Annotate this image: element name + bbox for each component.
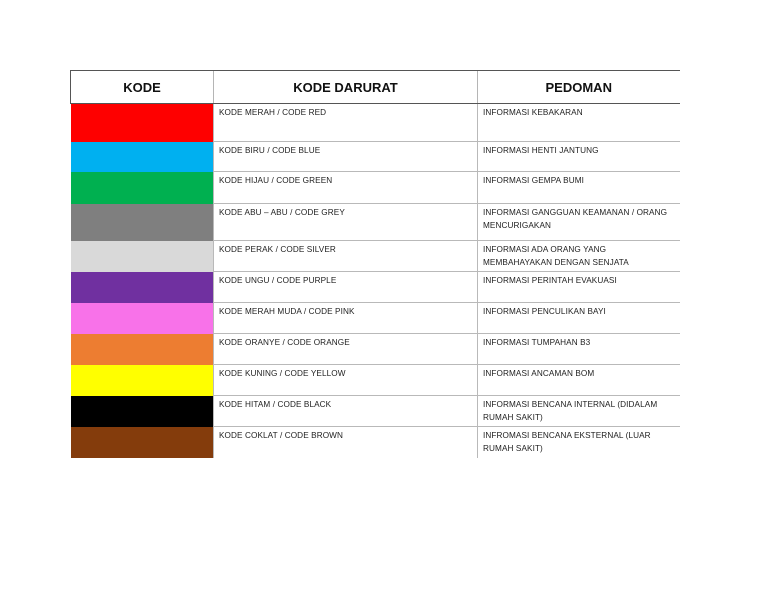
code-guideline: INFORMASI ANCAMAN BOM: [478, 365, 680, 396]
table-row: [71, 427, 680, 458]
code-guideline: INFORMASI TUMPAHAN B3: [478, 334, 680, 365]
color-swatch: [71, 427, 214, 458]
table-row: [71, 272, 680, 303]
code-name: KODE COKLAT / CODE BROWN: [214, 427, 478, 458]
code-guideline: INFORMASI PENCULIKAN BAYI: [478, 303, 680, 334]
table-row: [71, 365, 680, 396]
code-name: KODE MERAH / CODE RED: [214, 104, 478, 142]
code-name: KODE ABU – ABU / CODE GREY: [214, 204, 478, 241]
table-row: [71, 172, 680, 204]
color-swatch: [71, 172, 214, 204]
color-swatch: [71, 303, 214, 334]
color-swatch: [71, 204, 214, 241]
code-guideline: INFORMASI PERINTAH EVAKUASI: [478, 272, 680, 303]
color-swatch: [71, 396, 214, 427]
table-row: [71, 334, 680, 365]
code-name: KODE HIJAU / CODE GREEN: [214, 172, 478, 204]
code-name: KODE PERAK / CODE SILVER: [214, 241, 478, 272]
header-pedoman: PEDOMAN: [478, 71, 680, 104]
color-swatch: [71, 365, 214, 396]
code-name: KODE UNGU / CODE PURPLE: [214, 272, 478, 303]
table-row: [71, 104, 680, 142]
code-name: KODE KUNING / CODE YELLOW: [214, 365, 478, 396]
emergency-code-sheet: [70, 70, 679, 458]
table-row: [71, 142, 680, 172]
header-kode-darurat: KODE DARURAT: [214, 71, 478, 104]
code-guideline: INFORMASI BENCANA INTERNAL (DIDALAM RUMAH SAKIT): [478, 396, 680, 427]
code-name: KODE MERAH MUDA / CODE PINK: [214, 303, 478, 334]
table-row: [71, 204, 680, 241]
table-row: [71, 241, 680, 272]
code-name: KODE BIRU / CODE BLUE: [214, 142, 478, 172]
color-swatch: [71, 142, 214, 172]
color-swatch: [71, 241, 214, 272]
header-kode: KODE: [71, 71, 214, 104]
table-row: [71, 396, 680, 427]
code-guideline: INFORMASI GANGGUAN KEAMANAN / ORANG MENCURIGAKAN: [478, 204, 680, 241]
color-swatch: [71, 334, 214, 365]
table-header-row: [71, 71, 680, 104]
code-guideline: INFORMASI HENTI JANTUNG: [478, 142, 680, 172]
code-name: KODE HITAM / CODE BLACK: [214, 396, 478, 427]
code-guideline: INFORMASI KEBAKARAN: [478, 104, 680, 142]
code-guideline: INFORMASI ADA ORANG YANG MEMBAHAYAKAN DENGAN SENJATA: [478, 241, 680, 272]
code-guideline: INFORMASI GEMPA BUMI: [478, 172, 680, 204]
color-swatch: [71, 272, 214, 303]
emergency-code-table: [70, 70, 680, 458]
code-guideline: INFROMASI BENCANA EKSTERNAL (LUAR RUMAH SAKIT): [478, 427, 680, 458]
code-name: KODE ORANYE / CODE ORANGE: [214, 334, 478, 365]
table-row: [71, 303, 680, 334]
color-swatch: [71, 104, 214, 142]
